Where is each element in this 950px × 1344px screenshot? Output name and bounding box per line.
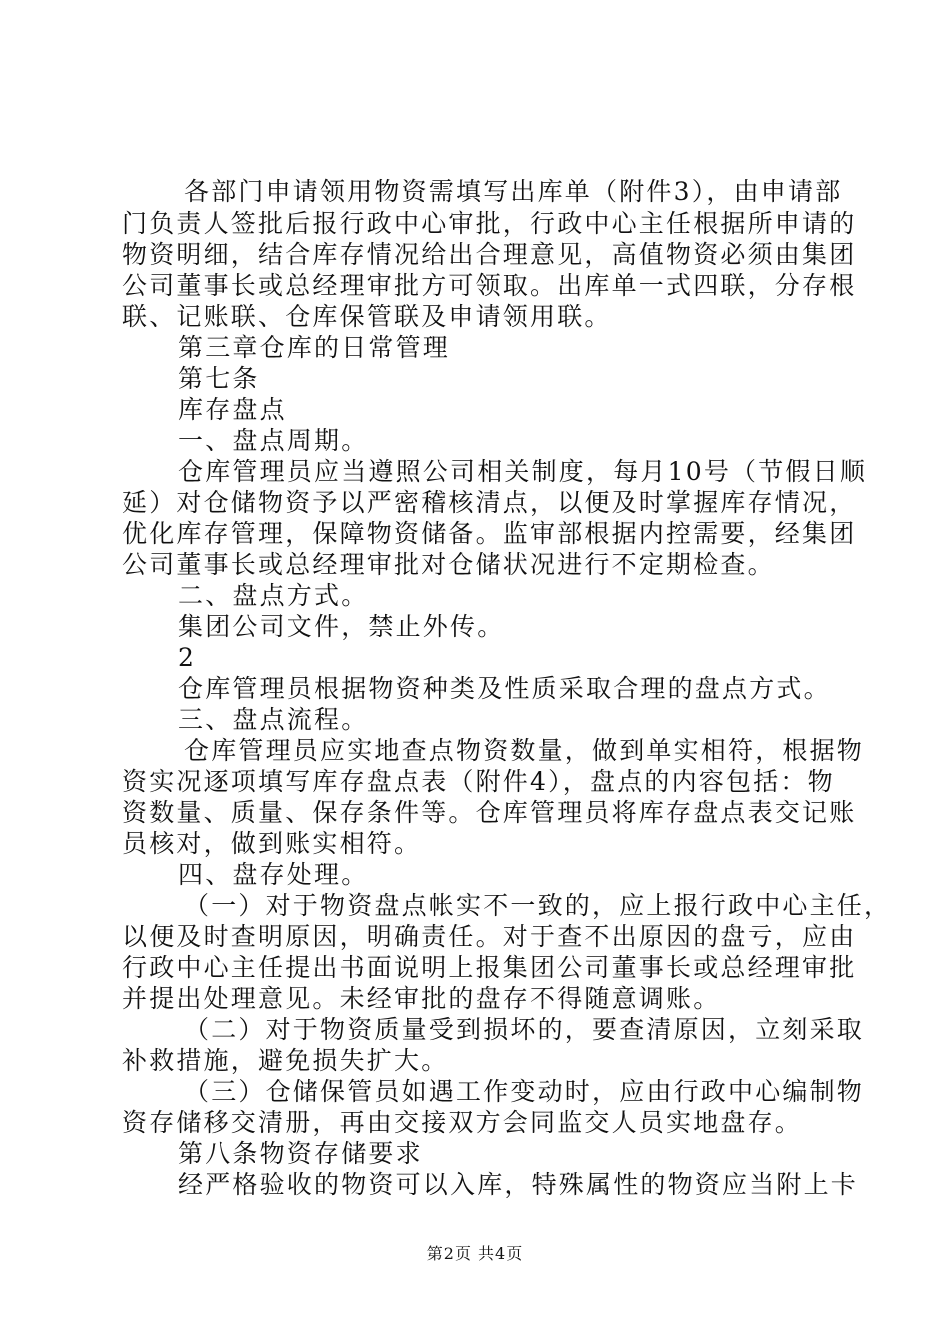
subsection-heading: 一、盘点周期。	[178, 426, 369, 455]
confidential-notice: 集团公司文件，禁止外传。	[178, 612, 505, 641]
subsection-heading: 三、盘点流程。	[178, 705, 369, 734]
text-line: 优化库存管理，保障物资储备。监审部根据内控需要，经集团	[122, 519, 857, 548]
article-heading: 第七条	[178, 364, 260, 393]
text-line: 经严格验收的物资可以入库，特殊属性的物资应当附上卡	[178, 1170, 859, 1199]
text-line: 门负责人签批后报行政中心审批，行政中心主任根据所申请的	[122, 209, 857, 238]
text-line: 以便及时查明原因，明确责任。对于查不出原因的盘亏，应由	[122, 922, 857, 951]
text-line: 仓库管理员应当遵照公司相关制度，每月10号（节假日顺	[178, 457, 868, 486]
text-line: 补救措施，避免损失扩大。	[122, 1046, 449, 1075]
text-line: 物资明细，结合库存情况给出合理意见，高值物资必须由集团	[122, 240, 857, 269]
text-line: 公司董事长或总经理审批方可领取。出库单一式四联，分存根	[122, 271, 857, 300]
text-line: 资数量、质量、保存条件等。仓库管理员将库存盘点表交记账	[122, 798, 857, 827]
page-footer: 第2页 共4页	[426, 1244, 524, 1263]
text-line: 延）对仓储物资予以严密稽核清点，以便及时掌握库存情况，	[122, 488, 857, 517]
text-line: 公司董事长或总经理审批对仓储状况进行不定期检查。	[122, 550, 775, 579]
text-line: 员核对，做到账实相符。	[122, 829, 422, 858]
section-heading: 库存盘点	[178, 395, 287, 424]
subsection-heading: 四、盘存处理。	[178, 860, 369, 889]
text-line: （一）对于物资盘点帐实不一致的，应上报行政中心主任，	[184, 891, 892, 920]
chapter-heading: 第三章仓库的日常管理	[178, 333, 451, 362]
text-line: 各部门申请领用物资需填写出库单（附件3），由申请部	[184, 177, 843, 206]
subsection-heading: 二、盘点方式。	[178, 581, 369, 610]
text-line: （三）仓储保管员如遇工作变动时，应由行政中心编制物	[184, 1077, 865, 1106]
text-line: 仓库管理员应实地查点物资数量，做到单实相符，根据物	[184, 736, 865, 765]
text-line: 联、记账联、仓库保管联及申请领用联。	[122, 302, 612, 331]
text-line: 仓库管理员根据物资种类及性质采取合理的盘点方式。	[178, 674, 831, 703]
text-line: 行政中心主任提出书面说明上报集团公司董事长或总经理审批	[122, 953, 857, 982]
text-line: （二）对于物资质量受到损坏的，要查清原因，立刻采取	[184, 1015, 865, 1044]
text-line: 并提出处理意见。未经审批的盘存不得随意调账。	[122, 984, 721, 1013]
article-heading: 第八条物资存储要求	[178, 1139, 423, 1168]
page-marker: 2	[178, 643, 197, 672]
text-line: 资存储移交清册，再由交接双方会同监交人员实地盘存。	[122, 1108, 803, 1137]
text-line: 资实况逐项填写库存盘点表（附件4），盘点的内容包括：物	[122, 767, 835, 796]
